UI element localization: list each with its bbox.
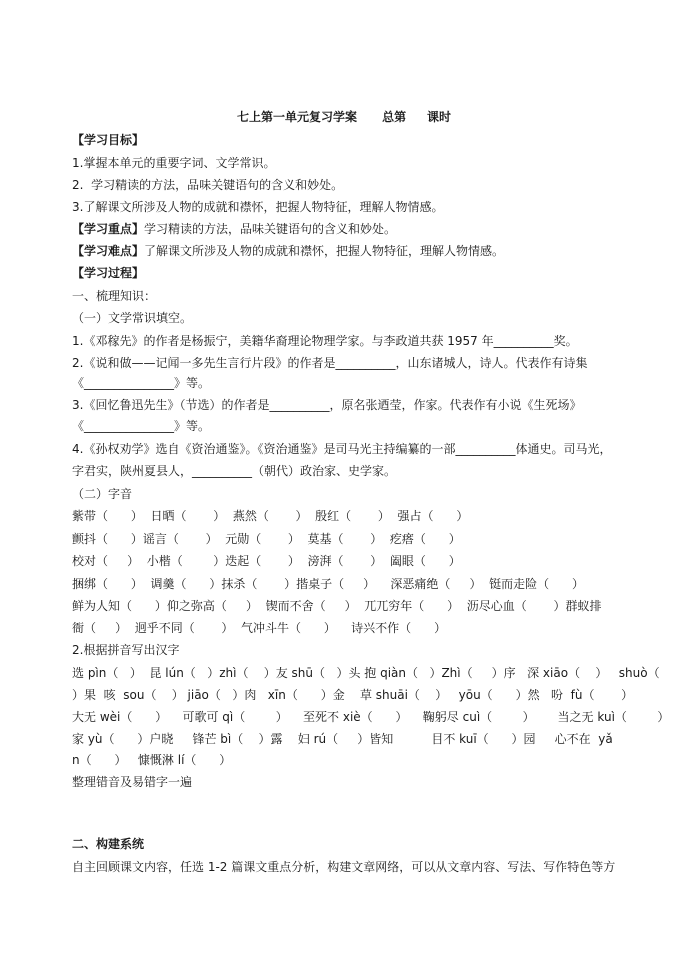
pinyin-row: n（ ） 慷慨淋 lí（ ） [72,753,232,767]
page-title: 七上第一单元复习学案 总第 课时 [237,110,451,124]
lit-question: 《_______________》等。 [72,419,211,433]
pron-row: 捆绑（ ） 调羹（ ）抹杀（ ）揩桌子（ ） 深恶痛绝（ ） 铤而走险（ ） [72,577,585,591]
lit-question: 《_______________》等。 [72,376,211,390]
pinyin-row: ）果 咳 sou（ ） jiāo（ ）肉 xīn（ ）金 草 shuāi（ ） yōu（ ）然 吩 fù（ ） [72,688,634,702]
difficulty-text: 了解课文所涉及人物的成就和襟怀，把握人物特征，理解人物情感。 [144,244,505,258]
pron-row: 衙（ ） 迥乎不同（ ） 气冲斗牛（ ） 诗兴不作（ ） [72,621,447,635]
pinyin-row: 大无 wèi（ ） 可歌可 qì（ ） 至死不 xiè（ ） 鞠躬尽 cuì（ ） 当之无 kuì（ ） [72,710,670,724]
pinyin-row: 家 yù（ ）户晓 锋芒 bì（ ）露 妇 rú（ ）皆知 目不 kuī（ ）园 心不在 yǎ [72,732,613,746]
lit-question: 字君实，陕州夏县人，__________（朝代）政治家、史学家。 [72,464,397,478]
lit-question: 4.《孙权劝学》选自《资治通鉴》。《资治通鉴》是司马光主持编纂的一部__________体通史。司马光， [72,442,612,456]
goal-item: 3.了解课文所涉及人物的成就和襟怀，把握人物特征，理解人物情感。 [72,200,444,214]
goal-item: 2. 学习精读的方法，品味关键语句的含义和妙处。 [72,178,344,192]
lit-sub-header: （一）文学常识填空。 [72,311,193,325]
lit-question: 2.《说和做——记闻一多先生言行片段》的作者是__________，山东诸城人，诗人。代表作有诗集 [72,356,588,370]
pron-row: 鲜为人知（ ）仰之弥高（ ） 锲而不舍（ ） 兀兀穷年（ ） 沥尽心血（ ）群蚁排 [72,599,602,613]
pron-row: 校对（ ） 小楷（ ）迭起（ ） 滂湃（ ） 阖眼（ ） [72,554,461,568]
process-header: 【学习过程】 [72,266,145,280]
lit-question: 3.《回忆鲁迅先生》（节选）的作者是__________，原名张迺莹，作家。代表作有小说《生死场》 [72,398,582,412]
summary-text: 整理错音及易错字一遍 [72,775,193,789]
key-text: 学习精读的方法，品味关键语句的含义和妙处。 [144,222,397,236]
pinyin-header: 2.根据拼音写出汉字 [72,643,180,657]
goals-header: 【学习目标】 [72,133,145,147]
section-1-header: 一、梳理知识： [72,289,157,303]
lit-question: 1.《邓稼先》的作者是杨振宁，美籍华裔理论物理学家。与李政道共获 1957 年__________奖。 [72,334,578,348]
key-points [72,221,396,237]
pinyin-row: 选 pìn（ ） 昆 lún（ ）zhì（ ）友 shū（ ）头 抱 qiàn（ ）Zhì（ ）序 深 xiāo（ ） shuò（ [72,666,660,680]
goal-item: 1.掌握本单元的重要字词、文学常识。 [72,156,276,170]
difficulties [72,243,504,259]
section-2-text: 自主回顾课文内容，任选 1-2 篇课文重点分析，构建文章网络，可以从文章内容、写法、写作特色等方 [72,860,616,874]
key-label: 【学习重点】 [72,222,145,236]
pron-sub-header: （二）字音 [72,487,133,501]
pron-row: 紫带（ ） 日晒（ ） 燕然（ ） 殷红（ ） 强占（ ） [72,509,469,523]
difficulty-label: 【学习难点】 [72,244,145,258]
section-2-header: 二、构建系统 [72,837,145,851]
pron-row: 颤抖（ ）谣言（ ） 元勋（ ） 莫基（ ） 疙瘩（ ） [72,532,461,546]
